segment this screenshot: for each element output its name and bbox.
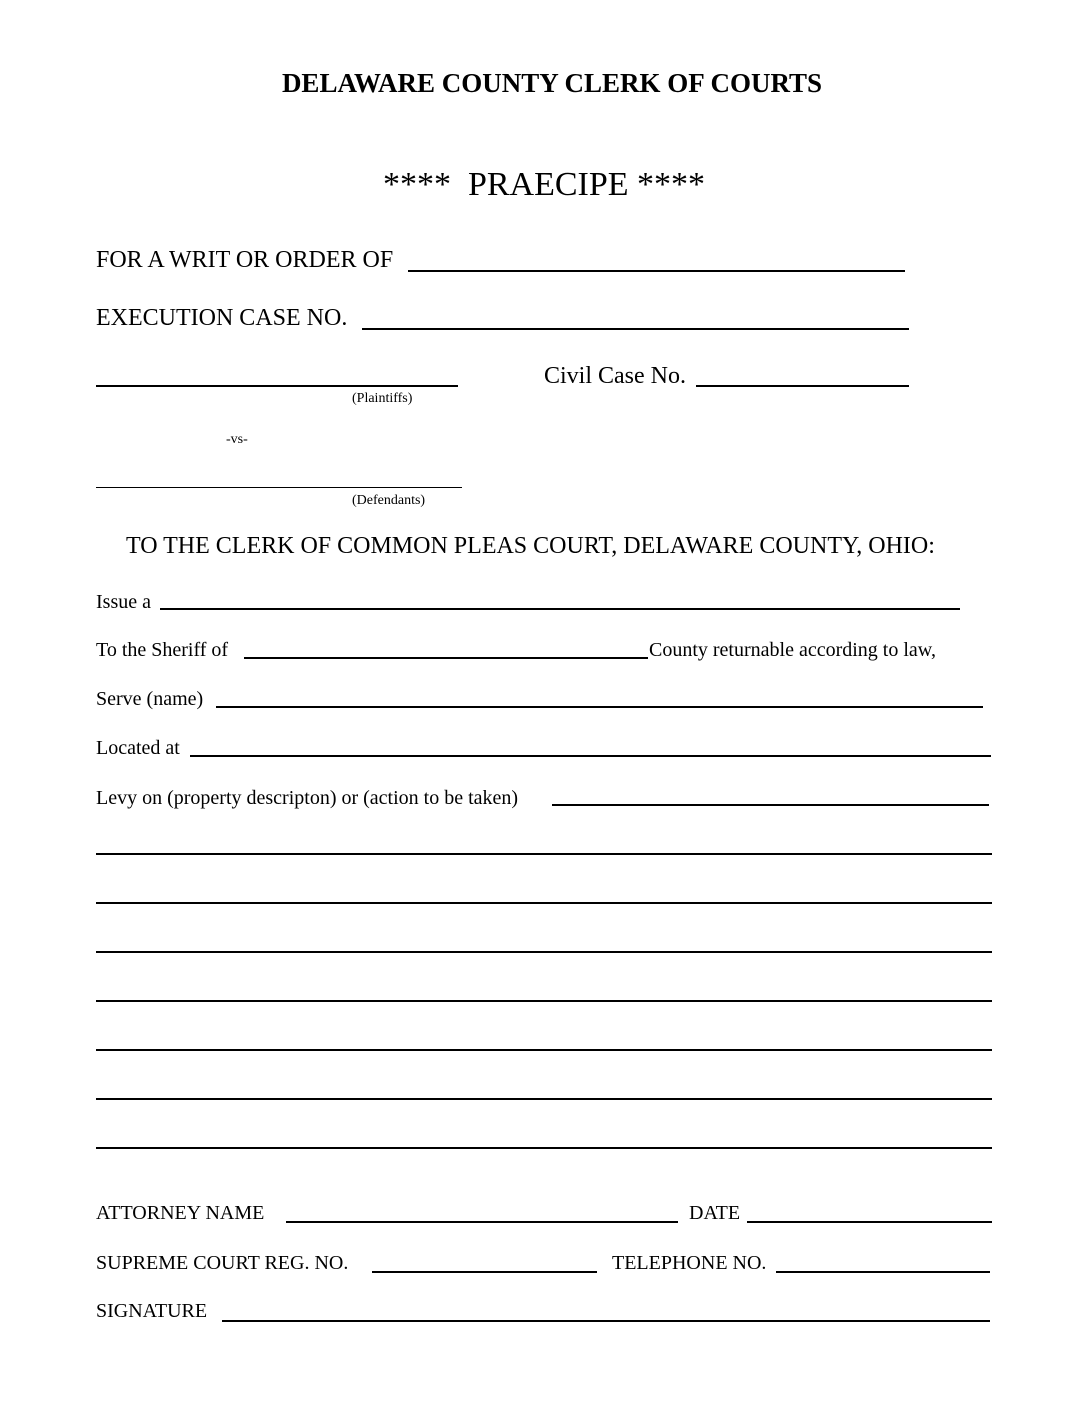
levy-label: Levy on (property descripton) or (action to be taken) (96, 787, 519, 809)
county-returnable-text: County returnable according to law, (649, 639, 936, 661)
supreme-court-reg-label: SUPREME COURT REG. NO. (96, 1252, 349, 1274)
attorney-name-label: ATTORNEY NAME (96, 1202, 265, 1224)
levy-line-1[interactable] (96, 853, 992, 855)
located-label: Located at (96, 737, 180, 759)
issue-field[interactable] (160, 608, 960, 610)
plaintiffs-caption: (Plaintiffs) (352, 391, 413, 406)
defendants-caption: (Defendants) (352, 493, 426, 508)
execution-case-field[interactable] (362, 328, 909, 330)
form-title: **** PRAECIPE **** (382, 166, 706, 203)
execution-case-label: EXECUTION CASE NO. (96, 305, 348, 331)
levy-line-4[interactable] (96, 1000, 992, 1002)
serve-label: Serve (name) (96, 688, 204, 710)
defendants-field[interactable] (96, 487, 462, 488)
vs-text: -vs- (226, 432, 248, 447)
plaintiffs-field[interactable] (96, 385, 458, 387)
sheriff-label: To the Sheriff of (96, 639, 229, 661)
issue-label: Issue a (96, 591, 151, 613)
telephone-field[interactable] (776, 1271, 990, 1273)
civil-case-label: Civil Case No. (544, 363, 686, 389)
supreme-court-reg-field[interactable] (372, 1271, 597, 1273)
located-at-field[interactable] (190, 755, 991, 757)
agency-title: DELAWARE COUNTY CLERK OF COURTS (281, 68, 823, 98)
levy-line-7[interactable] (96, 1147, 992, 1149)
signature-label: SIGNATURE (96, 1300, 208, 1322)
signature-field[interactable] (222, 1320, 990, 1322)
sheriff-county-field[interactable] (244, 657, 648, 659)
date-field[interactable] (747, 1221, 992, 1223)
levy-line-6[interactable] (96, 1098, 992, 1100)
telephone-label: TELEPHONE NO. (612, 1252, 767, 1274)
writ-label: FOR A WRIT OR ORDER OF (96, 247, 394, 273)
levy-field[interactable] (552, 804, 989, 806)
levy-line-5[interactable] (96, 1049, 992, 1051)
civil-case-field[interactable] (696, 385, 909, 387)
attorney-name-field[interactable] (286, 1221, 678, 1223)
levy-line-2[interactable] (96, 902, 992, 904)
date-label: DATE (689, 1202, 741, 1224)
clerk-address: TO THE CLERK OF COMMON PLEAS COURT, DELAWARE COUNTY, OHIO: (126, 533, 935, 559)
serve-name-field[interactable] (216, 706, 983, 708)
levy-line-3[interactable] (96, 951, 992, 953)
writ-field[interactable] (408, 270, 905, 272)
